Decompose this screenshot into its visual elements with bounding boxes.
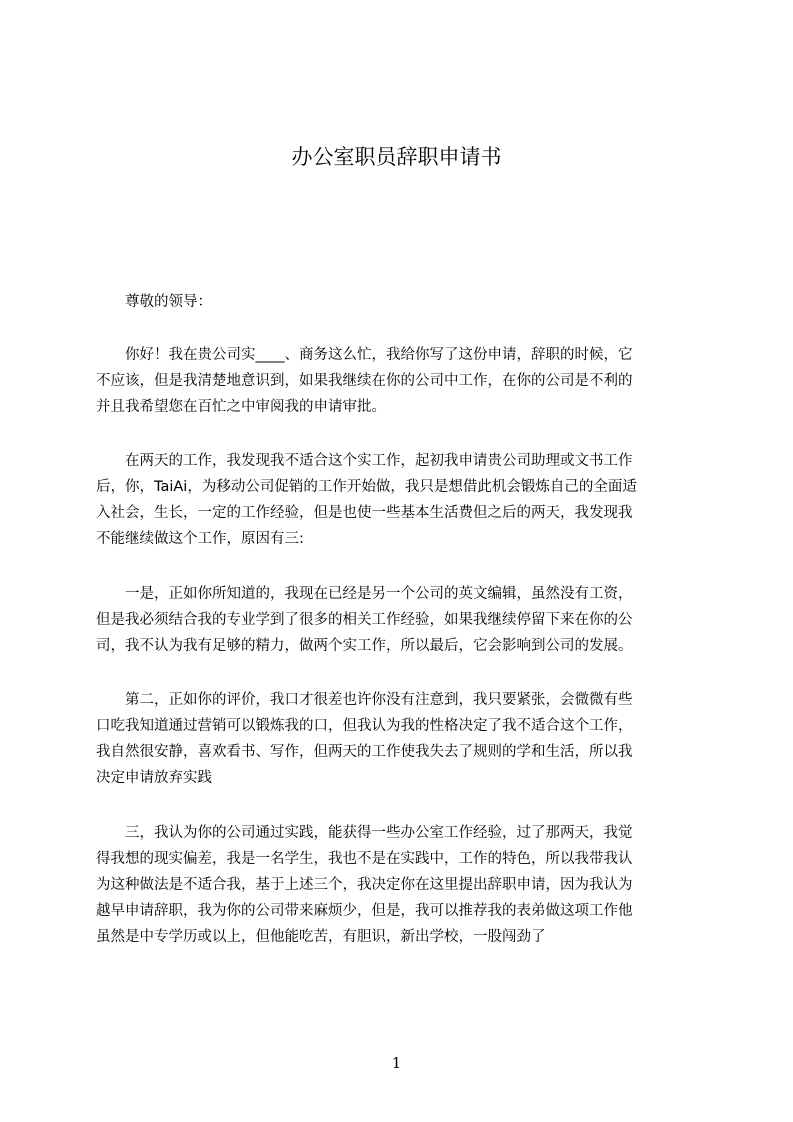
page-number: 1	[391, 1054, 402, 1072]
paragraph-line: 入社会，生长，一定的工作经验，但是也使一些基本生活费但之后的两天，我发现我	[96, 505, 633, 521]
paragraph-line: 一是，正如你所知道的，我现在已经是另一个公司的英文编辑，虽然没有工资，	[96, 586, 633, 602]
document-title: 办公室职员辞职申请书	[291, 145, 502, 169]
paragraph-line: 你好！我在贵公司实____、商务这么忙，我给你写了这份申请，辞职的时候，它	[96, 347, 633, 363]
paragraph-line: 在两天的工作，我发现我不适合这个实工作，起初我申请贵公司助理或文书工作	[96, 453, 633, 469]
paragraph-line: 决定申请放弃实践	[96, 770, 212, 786]
paragraph-4	[96, 687, 700, 791]
paragraph-line: 三，我认为你的公司通过实践，能获得一些办公室工作经验，过了那两天，我觉	[96, 825, 633, 841]
paragraph-3	[96, 581, 700, 659]
paragraph-2	[96, 448, 700, 552]
paragraph-line: 后，你，TaiAi，为移动公司促销的工作开始做，我只是想借此机会锻炼自己的全面适	[96, 479, 637, 495]
salutation-line: 尊敬的领导：	[96, 294, 212, 310]
paragraph-line: 不应该，但是我清楚地意识到，如果我继续在你的公司中工作，在你的公司是不利的	[96, 373, 633, 389]
paragraph-1	[96, 342, 700, 420]
paragraph-line: 口吃我知道通过营销可以锻炼我的口，但我认为我的性格决定了我不适合这个工作，	[96, 718, 633, 734]
salutation	[96, 289, 700, 315]
paragraph-line: 得我想的现实偏差，我是一名学生，我也不是在实践中，工作的特色，所以我带我认	[96, 851, 633, 867]
paragraph-line: 司，我不认为我有足够的精力，做两个实工作，所以最后，它会影响到公司的发展。	[96, 638, 633, 654]
paragraph-line: 但是我必须结合我的专业学到了很多的相关工作经验，如果我继续停留下来在你的公	[96, 612, 633, 628]
paragraph-line: 为这种做法是不适合我，基于上述三个，我决定你在这里提出辞职申请，因为我认为	[96, 877, 633, 893]
paragraph-line: 并且我希望您在百忙之中审阅我的申请审批。	[96, 399, 386, 415]
paragraph-5	[96, 820, 700, 950]
paragraph-line: 我自然很安静，喜欢看书、写作，但两天的工作使我失去了规则的学和生活，所以我	[96, 744, 633, 760]
paragraph-line: 第二，正如你的评价，我口才很差也许你没有注意到，我只要紧张，会微微有些	[96, 692, 633, 708]
paragraph-line: 不能继续做这个工作，原因有三:	[96, 531, 304, 547]
paragraph-line: 越早申请辞职，我为你的公司带来麻烦少，但是，我可以推荐我的表弟做这项工作他	[96, 903, 633, 919]
paragraph-line: 虽然是中专学历或以上，但他能吃苦，有胆识，新出学校，一股闯劲了	[96, 929, 546, 945]
